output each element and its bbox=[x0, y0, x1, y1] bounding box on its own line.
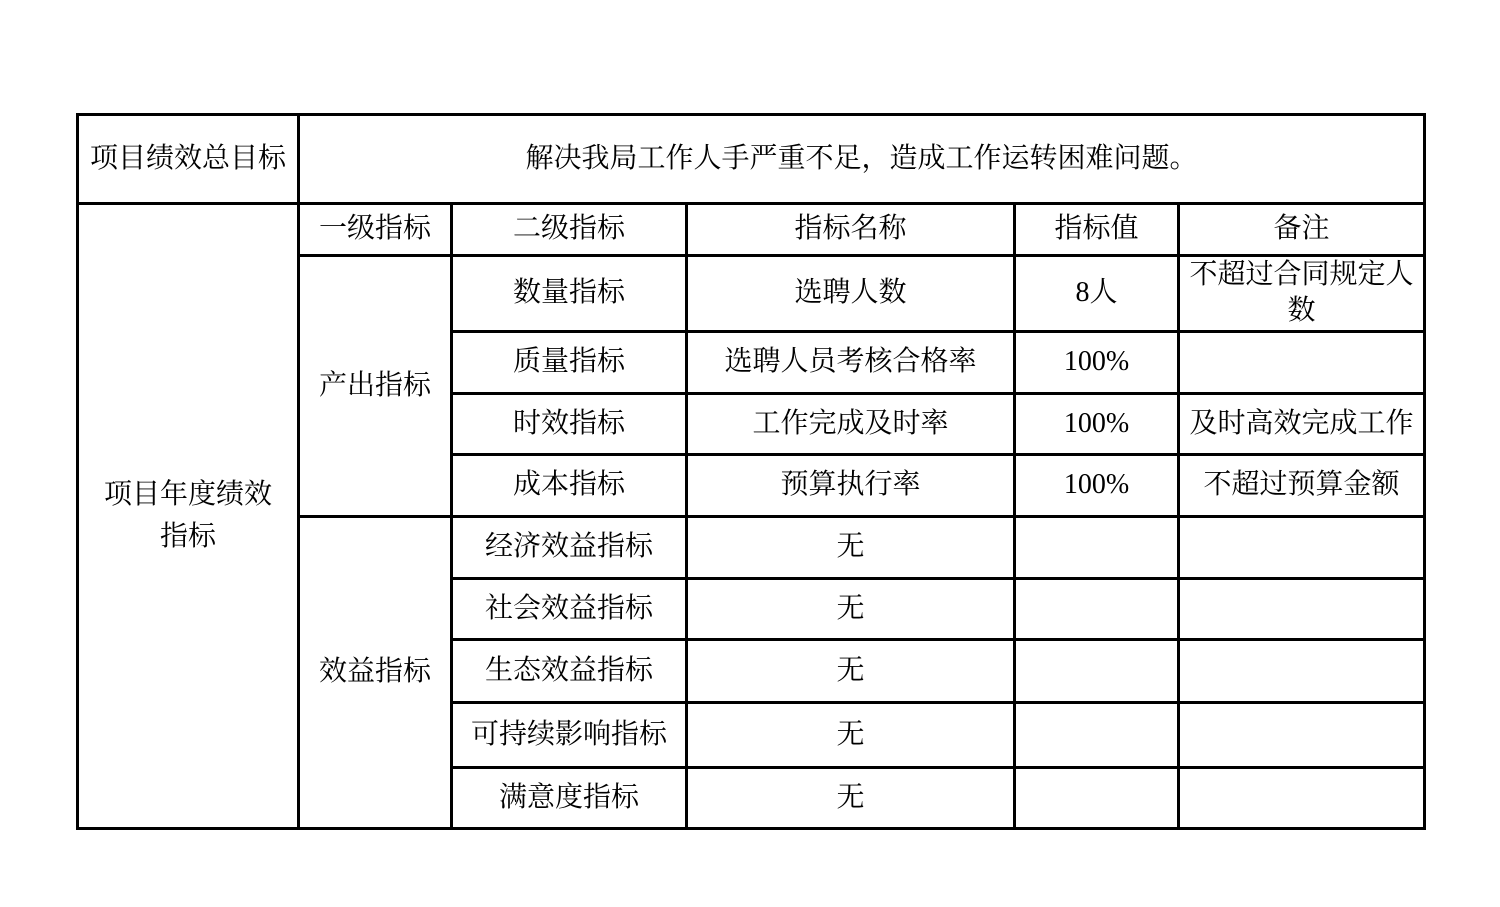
indicator-name-cell: 工作完成及时率 bbox=[687, 393, 1015, 454]
indicator-name-cell: 无 bbox=[687, 639, 1015, 702]
indicator-value-cell: 100% bbox=[1015, 393, 1179, 454]
remark-cell bbox=[1179, 767, 1425, 828]
col-header-indicator-value: 指标值 bbox=[1015, 204, 1179, 256]
indicator-name-cell: 无 bbox=[687, 516, 1015, 578]
col-header-level2: 二级指标 bbox=[452, 204, 687, 256]
secondary-indicator-cell: 经济效益指标 bbox=[452, 516, 687, 578]
secondary-indicator-cell: 可持续影响指标 bbox=[452, 702, 687, 767]
indicator-value-cell bbox=[1015, 516, 1179, 578]
performance-indicator-table bbox=[76, 113, 1426, 830]
indicator-name-cell: 选聘人员考核合格率 bbox=[687, 331, 1015, 393]
col-header-indicator-name: 指标名称 bbox=[687, 204, 1015, 256]
indicator-value-cell bbox=[1015, 702, 1179, 767]
group-output-indicators-cell: 产出指标 bbox=[299, 256, 452, 517]
goal-row bbox=[78, 115, 1425, 204]
indicator-name-cell: 选聘人数 bbox=[687, 256, 1015, 332]
indicator-name-cell: 预算执行率 bbox=[687, 454, 1015, 516]
indicator-value-cell: 100% bbox=[1015, 454, 1179, 516]
secondary-indicator-cell: 社会效益指标 bbox=[452, 578, 687, 639]
remark-cell bbox=[1179, 639, 1425, 702]
annual-indicators-cell bbox=[78, 204, 299, 829]
column-header-row bbox=[78, 204, 1425, 256]
indicator-value-cell bbox=[1015, 767, 1179, 828]
secondary-indicator-cell: 成本指标 bbox=[452, 454, 687, 516]
remark-cell: 不超过合同规定人数 bbox=[1179, 256, 1425, 332]
goal-text-cell: 解决我局工作人手严重不足，造成工作运转困难问题。 bbox=[299, 115, 1425, 204]
annual-indicators-label: 项目年度绩效指标 bbox=[103, 478, 272, 552]
col-header-remarks: 备注 bbox=[1179, 204, 1425, 256]
secondary-indicator-cell: 满意度指标 bbox=[452, 767, 687, 828]
secondary-indicator-cell: 质量指标 bbox=[452, 331, 687, 393]
indicator-name-cell: 无 bbox=[687, 767, 1015, 828]
indicator-name-cell: 无 bbox=[687, 578, 1015, 639]
remark-cell: 不超过预算金额 bbox=[1179, 454, 1425, 516]
secondary-indicator-cell: 数量指标 bbox=[452, 256, 687, 332]
indicator-value-cell bbox=[1015, 639, 1179, 702]
indicator-value-cell: 8人 bbox=[1015, 256, 1179, 332]
indicator-name-cell: 无 bbox=[687, 702, 1015, 767]
secondary-indicator-cell: 生态效益指标 bbox=[452, 639, 687, 702]
remark-cell bbox=[1179, 578, 1425, 639]
indicator-value-cell bbox=[1015, 578, 1179, 639]
indicator-value-cell: 100% bbox=[1015, 331, 1179, 393]
remark-cell bbox=[1179, 331, 1425, 393]
col-header-level1: 一级指标 bbox=[299, 204, 452, 256]
remark-cell bbox=[1179, 516, 1425, 578]
group-benefit-indicators-cell: 效益指标 bbox=[299, 516, 452, 828]
remark-cell bbox=[1179, 702, 1425, 767]
remark-cell: 及时高效完成工作 bbox=[1179, 393, 1425, 454]
secondary-indicator-cell: 时效指标 bbox=[452, 393, 687, 454]
goal-label-cell: 项目绩效总目标 bbox=[78, 115, 299, 204]
